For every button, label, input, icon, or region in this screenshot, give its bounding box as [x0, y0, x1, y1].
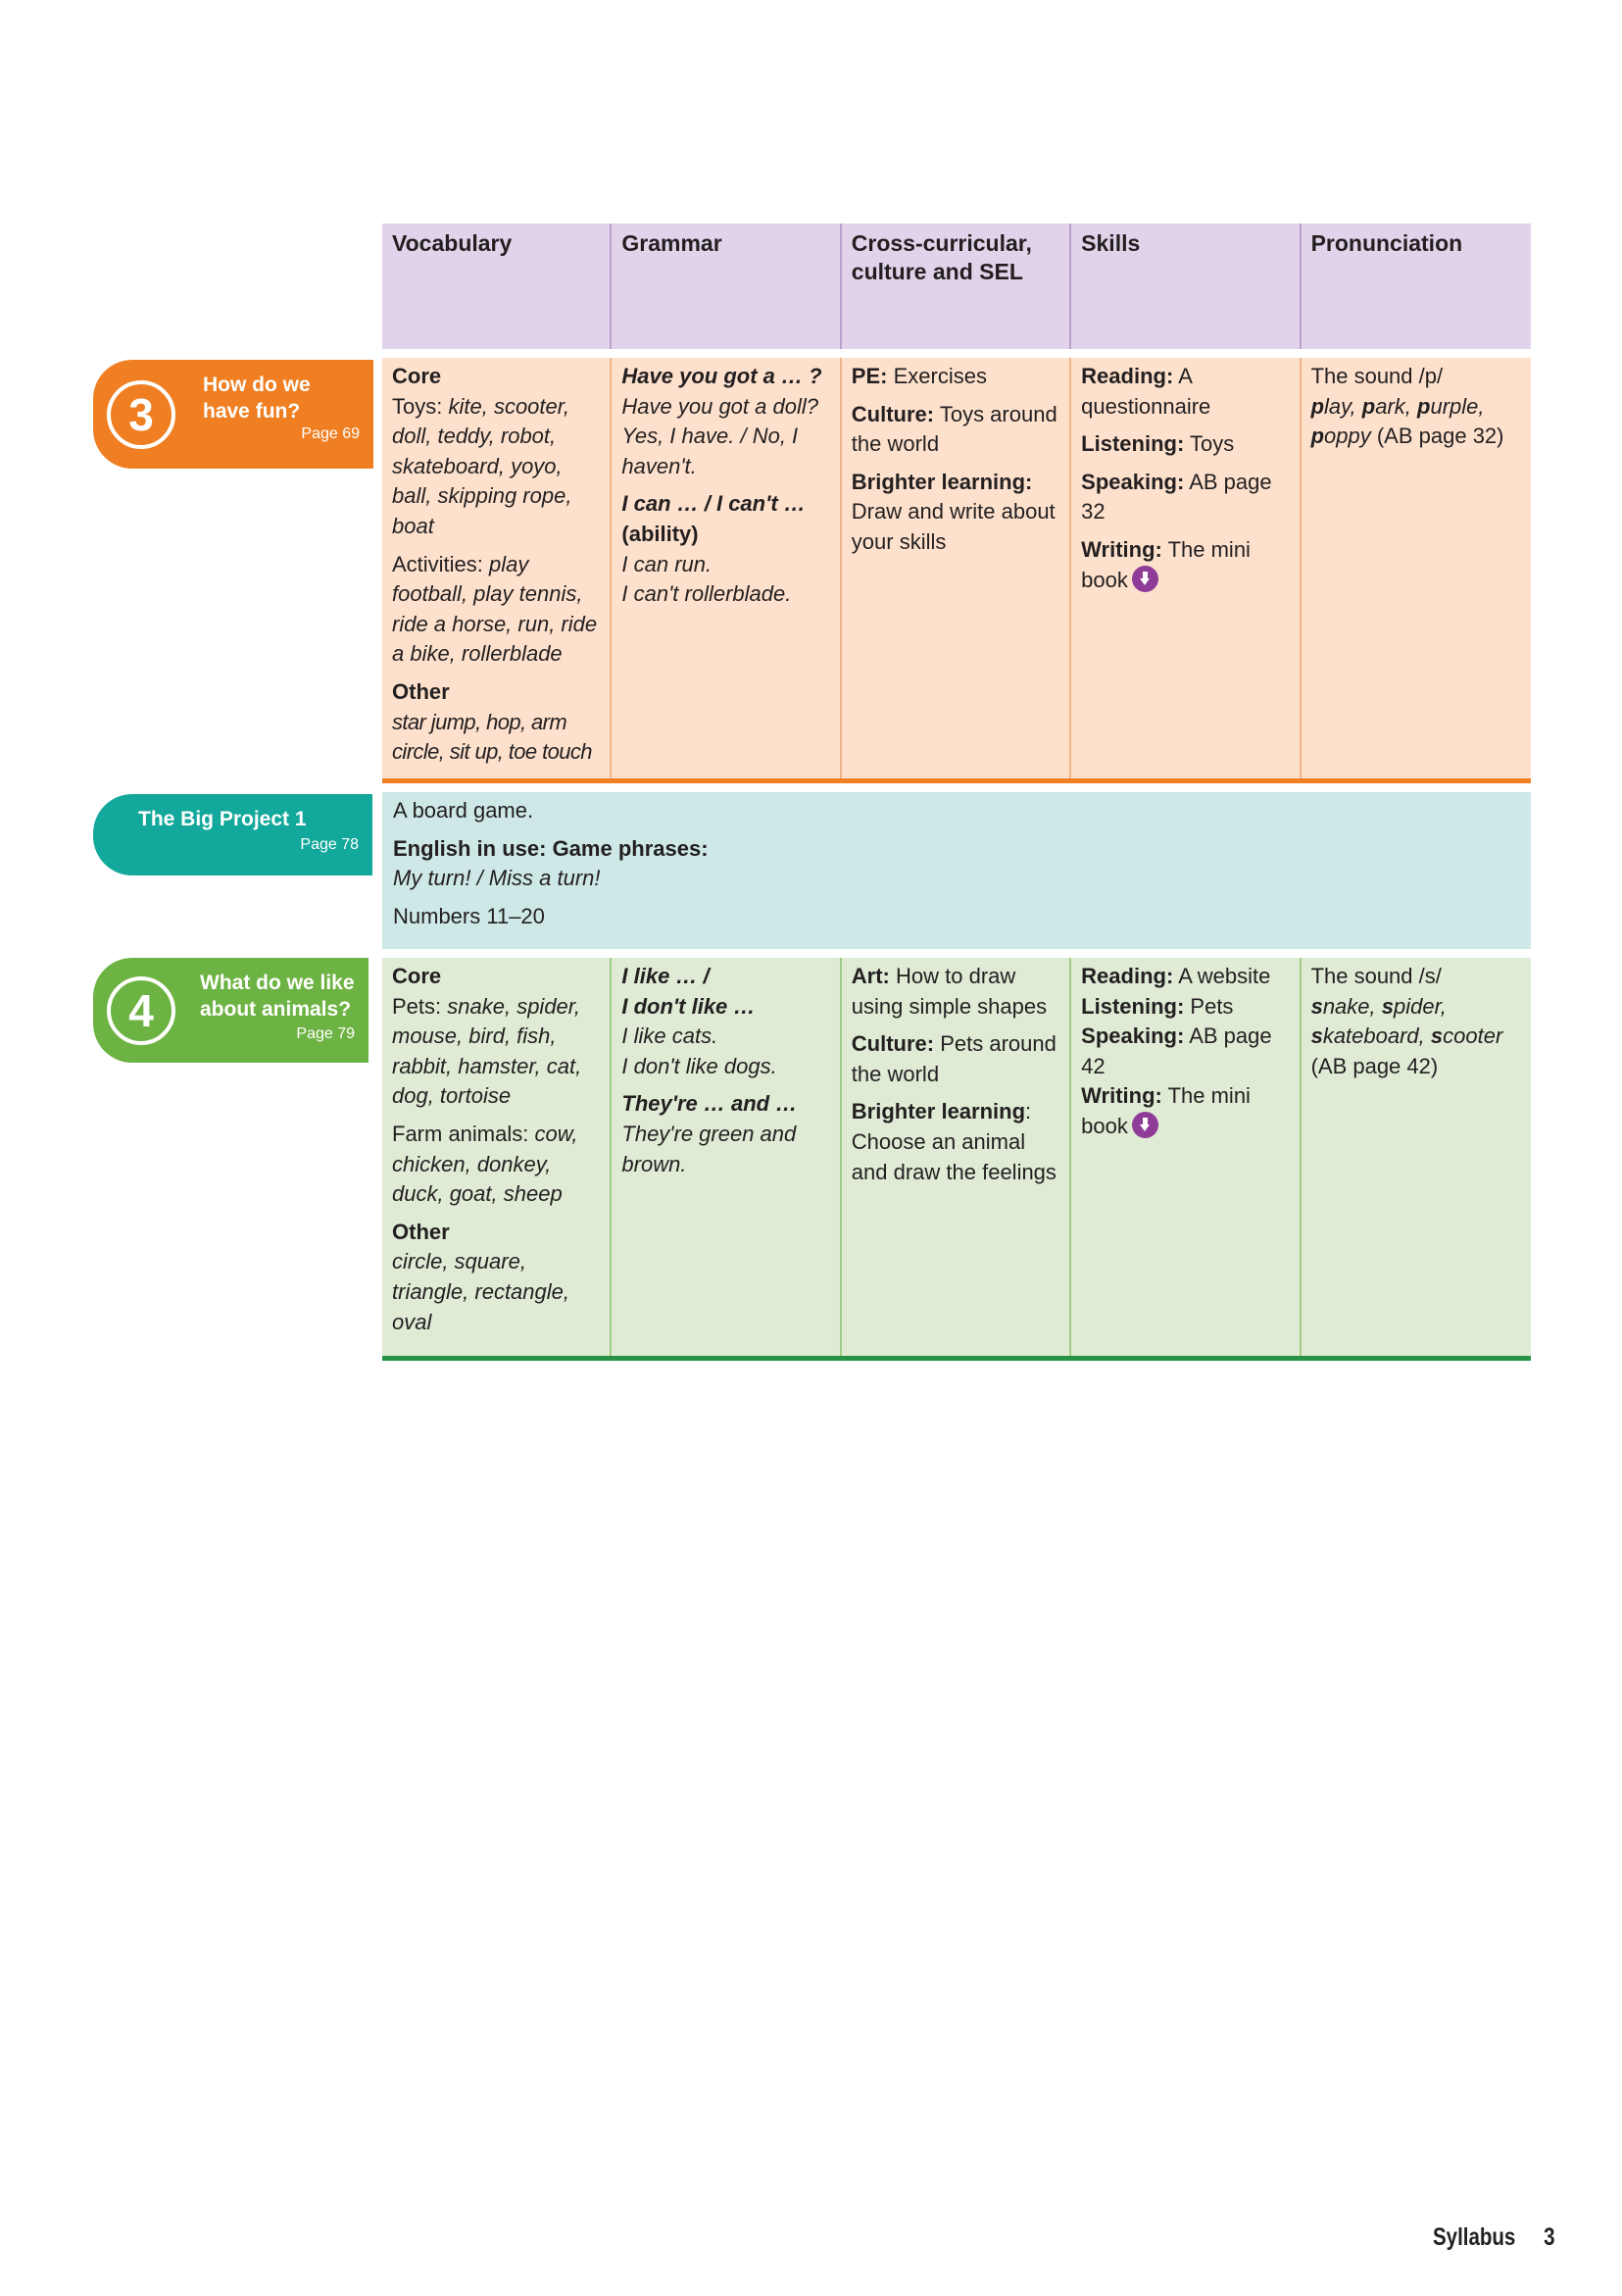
pronunciation-sound: The sound /p/: [1310, 364, 1444, 388]
pronunciation-ref: (AB page 42): [1310, 1053, 1439, 1078]
farm-animals-vocab: Farm animals: cow, chicken, donkey, duck, goat, sheep: [392, 1121, 578, 1207]
grammar-example: I can't rollerblade.: [621, 581, 792, 607]
culture-item: Culture: Pets around the world: [851, 1031, 1057, 1086]
pets-vocab: Pets: snake, spider, mouse, bird, fish, rabbit, hamster, cat, dog, tortoise: [392, 993, 582, 1109]
header-grammar: Grammar: [612, 224, 841, 349]
pronunciation-words: play, park, purple, poppy (AB page 32): [1310, 393, 1504, 449]
project-title: The Big Project 1: [138, 808, 307, 830]
reading-skill: Reading: A questionnaire: [1081, 364, 1211, 419]
grammar-structure: I don't like …: [621, 993, 756, 1019]
other-vocab: star jump, hop, arm circle, sit up, toe touch: [392, 709, 592, 765]
listening-skill: Listening: Toys: [1081, 431, 1235, 457]
reading-skill: Reading: A website: [1081, 964, 1271, 988]
grammar-example: I like cats.: [621, 1023, 718, 1049]
unit-page-ref: Page 69: [301, 425, 360, 442]
big-project-tab[interactable]: [93, 794, 372, 875]
big-project-row: [382, 792, 1531, 949]
unit-4-row: [382, 958, 1531, 1361]
pronunciation-words: snake, spider, skateboard, scooter: [1310, 993, 1503, 1049]
grammar-example: I don't like dogs.: [621, 1053, 777, 1078]
unit-4-vocabulary: [382, 958, 612, 1356]
unit-3-pronunciation: [1302, 358, 1531, 778]
unit-4-pronunciation: [1302, 958, 1531, 1356]
grammar-example: They're green and brown.: [621, 1121, 797, 1176]
grammar-structure: Have you got a … ?: [621, 364, 822, 388]
page-number: 3: [1544, 2223, 1555, 2251]
unit-4-grammar: [612, 958, 841, 1356]
brighter-learning-item: Brighter learning: Draw and write about your skills: [851, 469, 1056, 554]
pronunciation-sound: The sound /s/: [1310, 964, 1442, 988]
header-cross-curricular: Cross-curricular, culture and SEL: [842, 224, 1071, 349]
speaking-skill: Speaking: AB page 32: [1081, 469, 1272, 524]
core-heading: Core: [392, 964, 442, 988]
download-icon[interactable]: [1132, 566, 1158, 592]
syllabus-table: [382, 224, 1531, 1334]
header-pronunciation: Pronunciation: [1310, 230, 1463, 256]
other-vocab: circle, square, triangle, rectangle, oval: [392, 1249, 569, 1334]
project-description: A board game.: [393, 798, 534, 823]
unit-number-badge: 3: [107, 380, 175, 449]
speaking-skill: Speaking: AB page 42: [1081, 1023, 1272, 1078]
grammar-structure: I can … / I can't …: [621, 491, 806, 517]
unit-3-grammar: [612, 358, 841, 778]
activities-vocab: Activities: play football, play tennis, ride a horse, run, ride a bike, rollerblade: [392, 551, 598, 667]
english-in-use-heading: English in use: Game phrases:: [393, 835, 709, 861]
art-item: Art: How to draw using simple shapes: [851, 964, 1048, 1019]
unit-title: What do we like about animals?: [200, 972, 355, 1021]
other-heading: Other: [392, 678, 450, 704]
header-skills: Skills: [1071, 224, 1301, 349]
unit-4-cross-curricular: [842, 958, 1071, 1356]
project-numbers: Numbers 11–20: [393, 903, 545, 928]
toys-vocab: Toys: kite, scooter, doll, teddy, robot, skateboard, yoyo, ball, skipping rope, boat: [392, 393, 572, 538]
grammar-structure: I like … /: [621, 964, 710, 988]
unit-3-tab[interactable]: [93, 360, 373, 469]
unit-4-tab[interactable]: [93, 958, 369, 1063]
page-footer: [1433, 2223, 1555, 2252]
pe-item: PE: Exercises: [851, 364, 987, 388]
other-heading: Other: [392, 1219, 450, 1244]
unit-number-badge: 4: [107, 976, 175, 1045]
grammar-structure: They're … and …: [621, 1091, 798, 1117]
table-header-row: [382, 224, 1531, 349]
writing-skill: Writing: The mini book: [1081, 536, 1251, 592]
header-vocabulary: Vocabulary: [382, 224, 612, 349]
core-heading: Core: [392, 364, 442, 388]
culture-item: Culture: Toys around the world: [851, 401, 1057, 457]
grammar-example: I can run.: [621, 551, 713, 576]
grammar-example: Have you got a doll? Yes, I have. / No, I haven't.: [621, 393, 818, 478]
listening-skill: Listening: Pets: [1081, 993, 1234, 1019]
game-phrases: My turn! / Miss a turn!: [393, 866, 601, 891]
brighter-learning-item: Brighter learning: Choose an animal and draw the feelings: [851, 1099, 1057, 1184]
writing-skill: Writing: The mini book: [1081, 1083, 1251, 1138]
unit-4-skills: [1071, 958, 1301, 1356]
unit-page-ref: Page 79: [296, 1025, 355, 1042]
footer-label: Syllabus: [1433, 2223, 1516, 2251]
unit-title: How do we have fun?: [203, 374, 311, 423]
download-icon[interactable]: [1132, 1112, 1158, 1138]
unit-3-vocabulary: [382, 358, 612, 778]
grammar-note: (ability): [621, 521, 699, 546]
unit-3-cross-curricular: [842, 358, 1071, 778]
unit-3-row: [382, 358, 1531, 783]
project-page-ref: Page 78: [300, 836, 359, 853]
unit-3-skills: [1071, 358, 1301, 778]
